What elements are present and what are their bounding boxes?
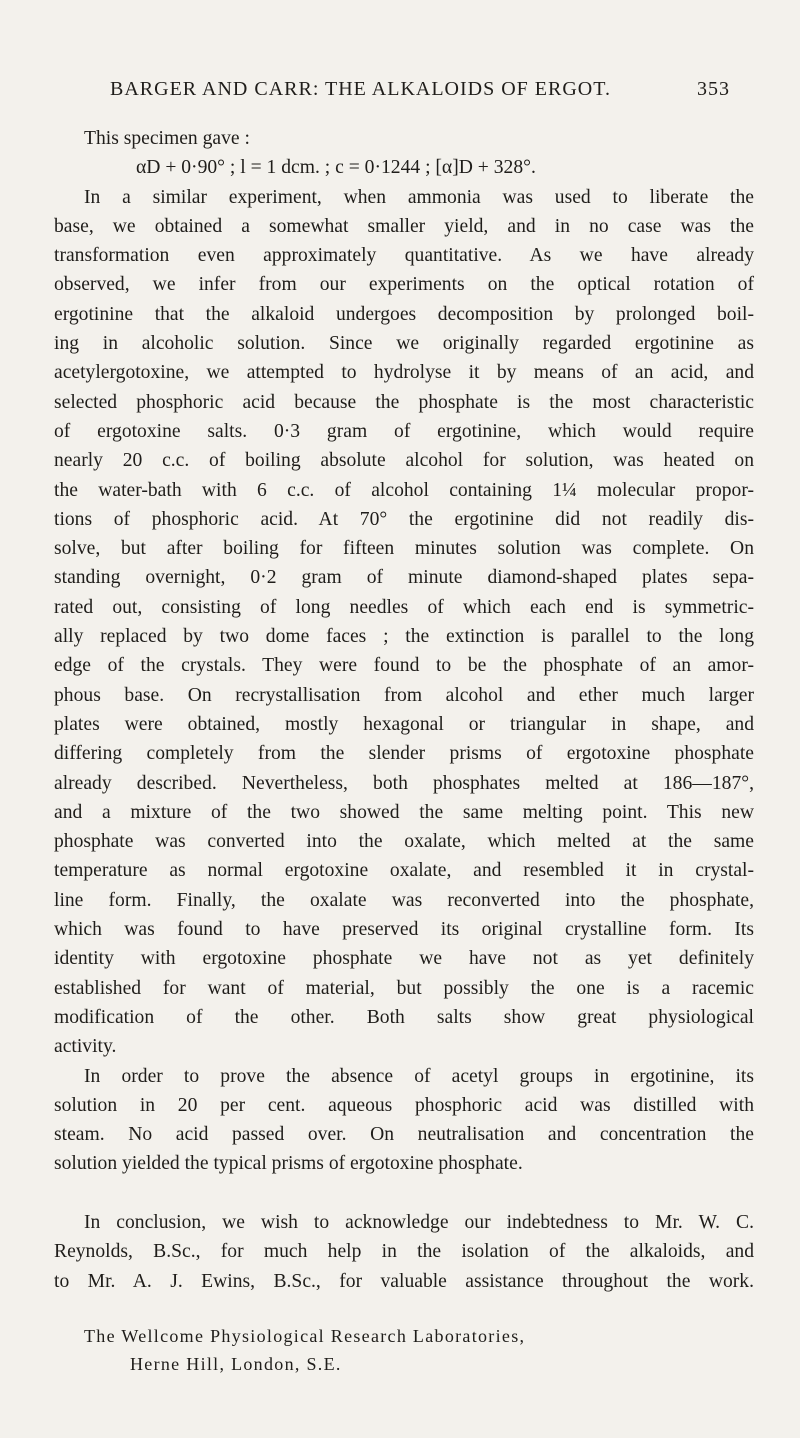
text-line: of ergotoxine salts. 0·3 gram of ergotinine, which would require (54, 420, 754, 442)
text-line: and a mixture of the two showed the same melting point. This new (54, 801, 754, 823)
text-line: modification of the other. Both salts show great physiological (54, 1006, 754, 1028)
text-line: identity with ergotoxine phosphate we have not as yet definitely (54, 948, 754, 970)
text-line: solution yielded the typical prisms of ergotoxine phosphate. (54, 1153, 523, 1175)
text-line: standing overnight, 0·2 gram of minute diamond-shaped plates sepa- (54, 567, 754, 589)
text-line: solve, but after boiling for fifteen minutes solution was complete. On (54, 538, 754, 560)
text-line: edge of the crystals. They were found to be the phosphate of an amor- (54, 655, 754, 677)
text-line: base, we obtained a somewhat smaller yield, and in no case was the (54, 215, 754, 237)
text-line: already described. Nevertheless, both phosphates melted at 186—187°, (54, 772, 754, 794)
text-line: activity. (54, 1036, 117, 1058)
text-line: ally replaced by two dome faces ; the extinction is parallel to the long (54, 626, 754, 648)
text-line: This specimen gave : (84, 128, 250, 149)
text-line: tions of phosphoric acid. At 70° the ergotinine did not readily dis- (54, 508, 754, 530)
body-text (54, 124, 754, 1296)
text-line: the water-bath with 6 c.c. of alcohol containing 1¼ molecular propor- (54, 479, 754, 501)
text-line: steam. No acid passed over. On neutralisation and concentration the (54, 1124, 754, 1146)
text-line: which was found to have preserved its original crystalline form. Its (54, 919, 754, 941)
text-line: In a similar experiment, when ammonia was used to liberate the (84, 186, 754, 208)
text-line: ing in alcoholic solution. Since we originally regarded ergotinine as (54, 333, 754, 355)
text-line: transformation even approximately quantitative. As we have already (54, 245, 754, 267)
affiliation-line-2: Herne Hill, London, S.E. (130, 1354, 342, 1374)
text-line: observed, we infer from our experiments on the optical rotation of (54, 274, 754, 296)
text-line: nearly 20 c.c. of boiling absolute alcohol for solution, was heated on (54, 450, 754, 472)
text-line: plates were obtained, mostly hexagonal or triangular in shape, and (54, 713, 754, 735)
text-line: In order to prove the absence of acetyl groups in ergotinine, its (84, 1065, 754, 1087)
text-line: line form. Finally, the oxalate was reconverted into the phosphate, (54, 889, 754, 911)
text-line: to Mr. A. J. Ewins, B.Sc., for valuable assistance throughout the work. (54, 1270, 754, 1292)
text-line: ergotinine that the alkaloid undergoes decomposition by prolonged boil- (54, 303, 754, 325)
text-line: In conclusion, we wish to acknowledge our indebtedness to Mr. W. C. (84, 1211, 754, 1233)
running-title: BARGER AND CARR: THE ALKALOIDS OF ERGOT. (110, 78, 611, 100)
text-line: temperature as normal ergotoxine oxalate, and resembled it in crystal- (54, 860, 754, 882)
text-line: acetylergotoxine, we attempted to hydrolyse it by means of an acid, and (54, 362, 754, 384)
blank-line (54, 1179, 754, 1208)
text-line: selected phosphoric acid because the phosphate is the most characteristic (54, 391, 754, 413)
affiliation (84, 1322, 525, 1378)
text-line: phous base. On recrystallisation from alcohol and ether much larger (54, 684, 754, 706)
text-line: established for want of material, but possibly the one is a racemic (54, 977, 754, 999)
formula-line: αD + 0·90° ; l = 1 dcm. ; c = 0·1244 ; [α]D + 328°. (136, 157, 536, 179)
text-line: phosphate was converted into the oxalate, which melted at the same (54, 831, 754, 853)
text-line: Reynolds, B.Sc., for much help in the isolation of the alkaloids, and (54, 1241, 754, 1263)
page-number: 353 (697, 78, 730, 100)
text-line: rated out, consisting of long needles of which each end is symmetric- (54, 596, 754, 618)
text-line: differing completely from the slender prisms of ergotoxine phosphate (54, 743, 754, 765)
text-line: solution in 20 per cent. aqueous phosphoric acid was distilled with (54, 1094, 754, 1116)
affiliation-line-1: The Wellcome Physiological Research Laboratories, (84, 1326, 526, 1346)
